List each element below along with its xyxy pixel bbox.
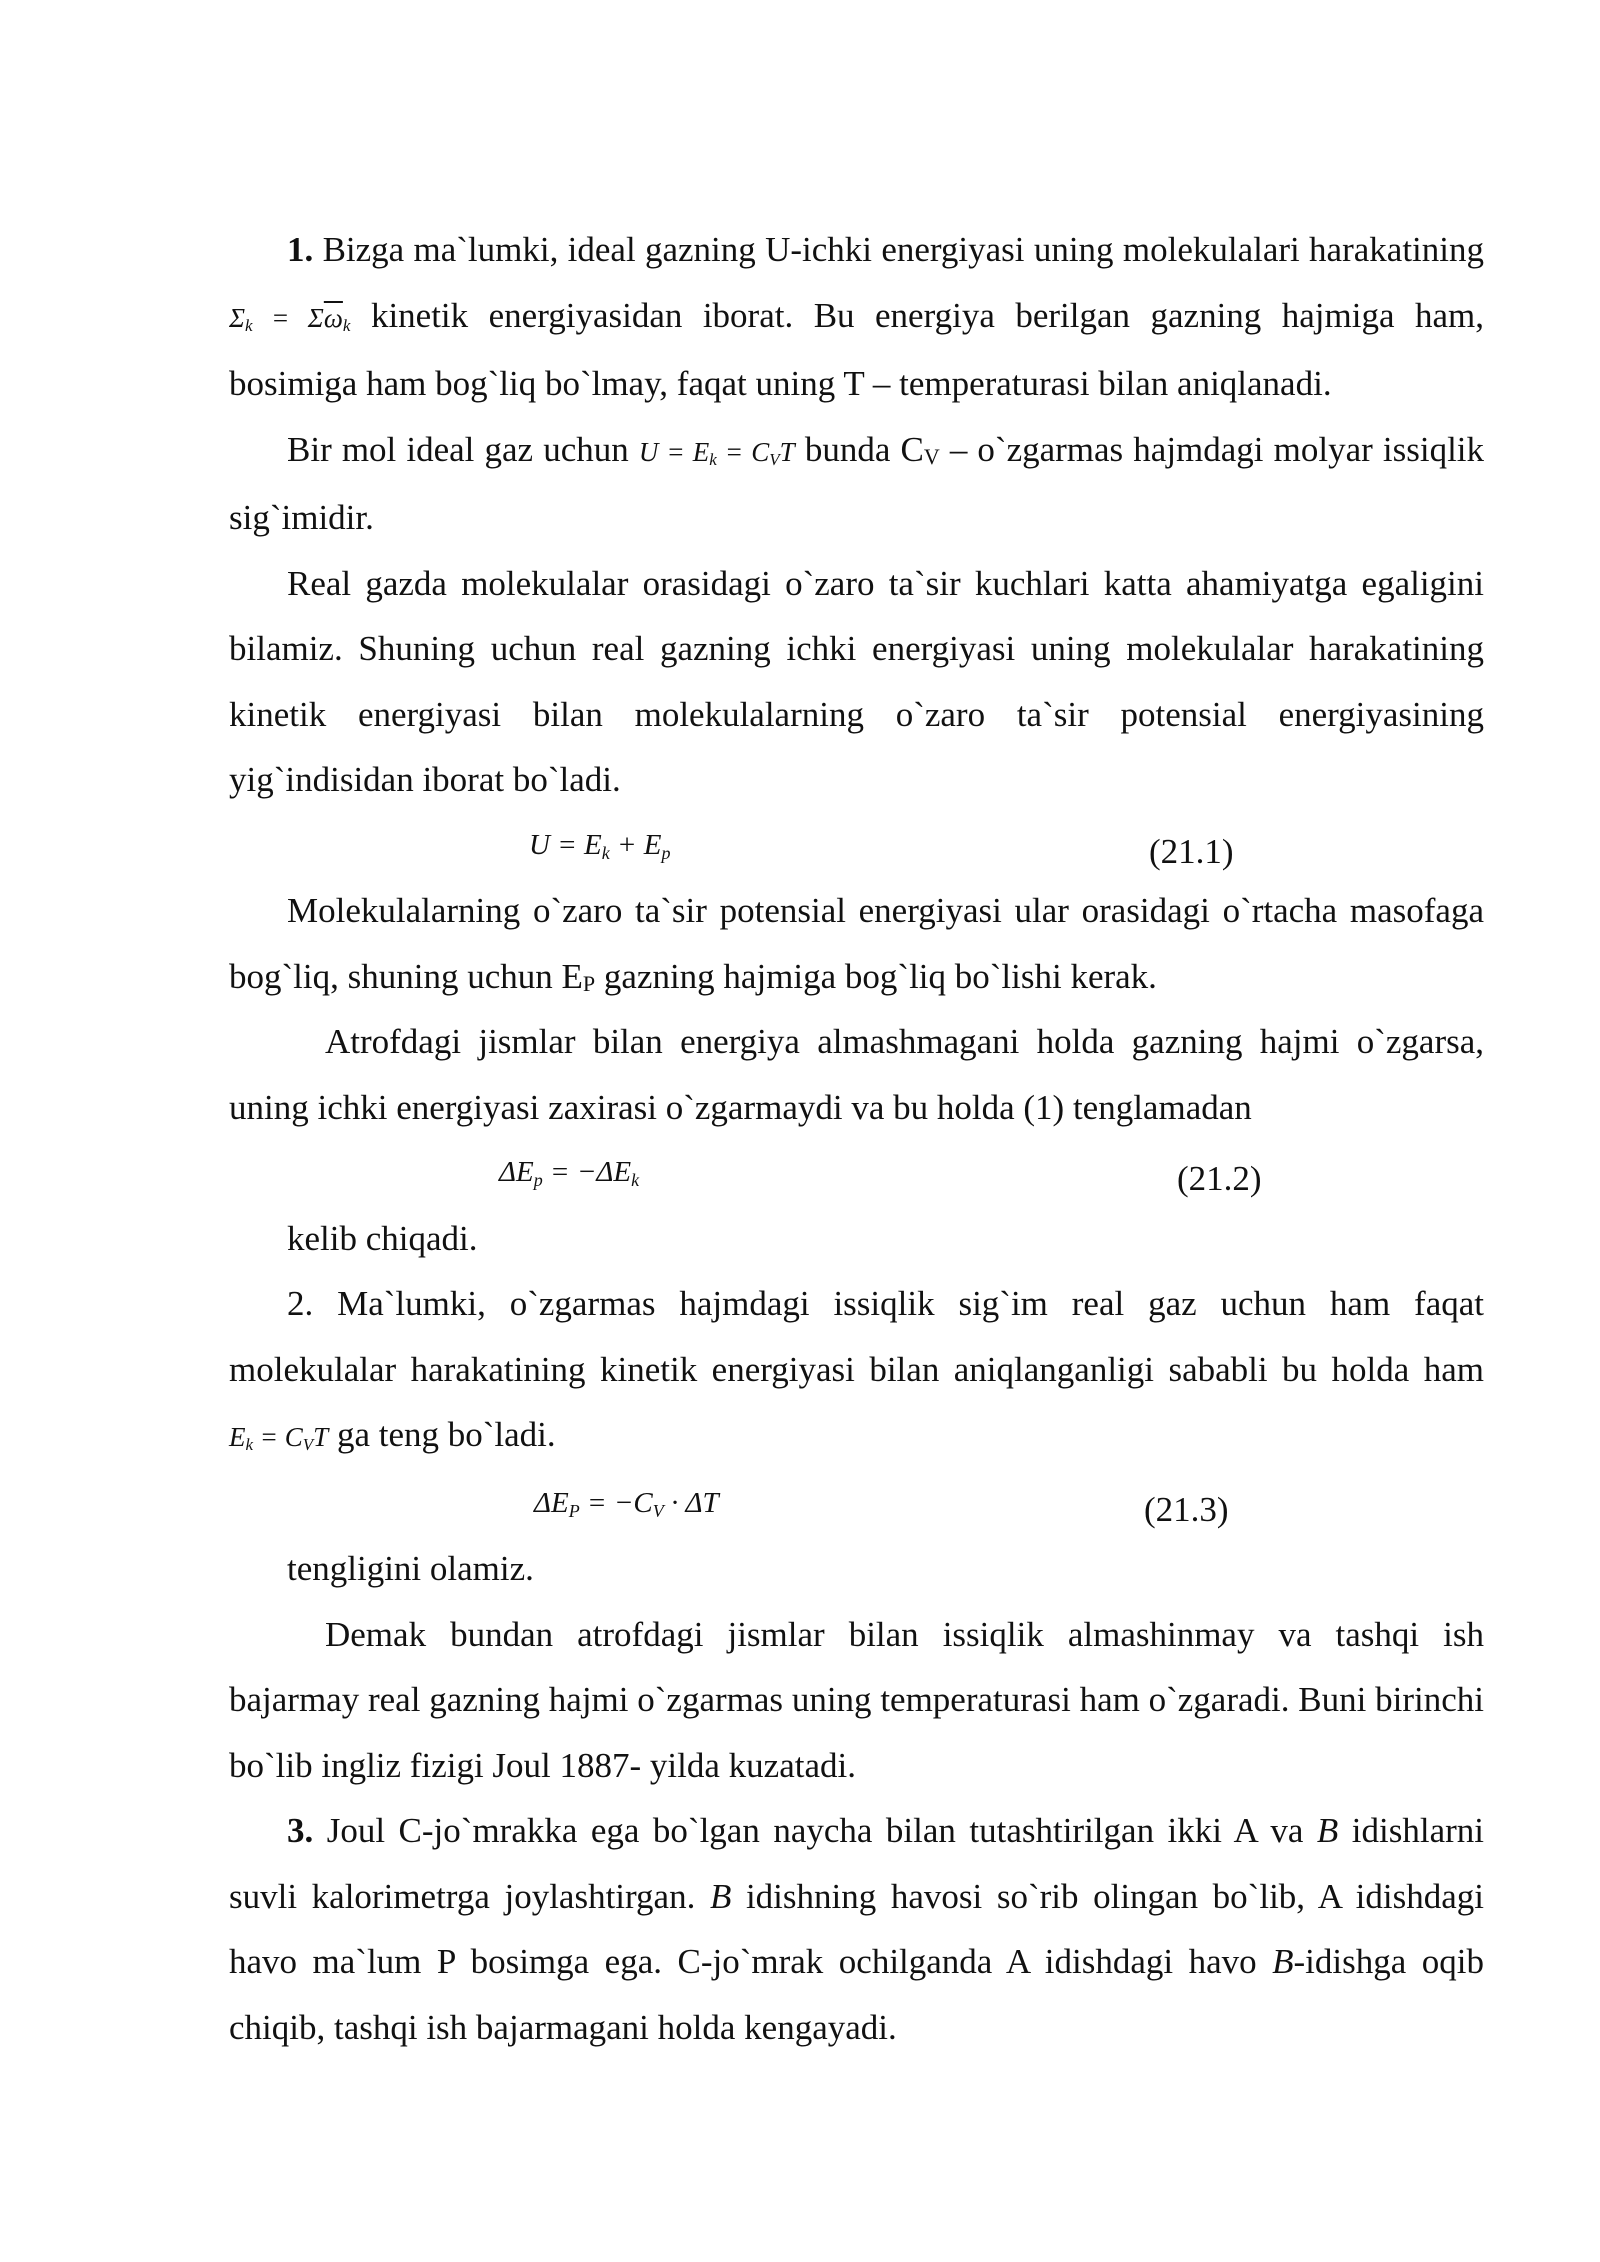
equation-21-3-expression: $\Delta E_P = -C_V \cdot \Delta T$ <box>534 1486 719 1521</box>
vessel-b-label-1: B <box>1316 1811 1339 1850</box>
paragraph-10 <box>229 1798 1484 2060</box>
paragraph-6: kelib chiqadi. <box>287 1218 478 1258</box>
paragraph-1-text-b: kinetik energiyasidan iborat. Bu energiya berilgan gazning hajmiga ham, bosimiga ham bog`liq bo`lmay, faqat uning T – temperaturasi bilan aniqlanadi. <box>229 295 1485 403</box>
paragraph-2 <box>229 417 1484 551</box>
body-text <box>229 217 1484 2060</box>
equation-21-2-number: (21.2) <box>1177 1159 1262 1198</box>
paragraph-3: Real gazda molekulalar orasidagi o`zaro ta`sir kuchlari katta ahamiyatga egaligini bilamiz. Shuning uchun real gazning ichki energiyasi uning molekulalar harakatining kinetik energiyasi bilan molekulalarning o`zaro ta`sir potensial energiyasining yig`indisidan iborat bo`ladi. <box>229 563 1484 799</box>
equation-21-2 <box>229 1140 1484 1206</box>
paragraph-7-text-b: ga teng bo`ladi. <box>336 1415 556 1454</box>
paragraph-9: Demak bundan atrofdagi jismlar bilan issiqlik almashinmay va tashqi ish bajarmay real gazning hajmi o`zgarmas uning temperaturasi ham o`zgaradi. Buni birinchi bo`lib ingliz fizigi Joul 1887- yilda kuzatadi. <box>229 1614 1484 1785</box>
paragraph-1 <box>229 217 1484 417</box>
paragraph-10-text-d: -idishga oqib chiqib, tashqi ish bajarmagani holda kengayadi. <box>229 1942 1485 2047</box>
equation-21-3 <box>229 1471 1484 1537</box>
paragraph-10-text-b: idishlarni suvli kalorimetrga joylashtirgan. <box>229 1811 1484 1916</box>
section-number-1: 1. <box>287 230 314 269</box>
paragraph-4 <box>229 878 1484 1009</box>
equation-21-3-number: (21.3) <box>1144 1489 1229 1529</box>
paragraph-1-text-a: Bizga ma`lumki, ideal gazning U-ichki energiyasi uning molekulalari harakatining <box>322 230 1484 269</box>
paragraph-2-text-c: – o`zgarmas hajmdagi molyar issiqlik sig`imidir. <box>229 429 1485 537</box>
equation-21-2-expression: $\Delta E_p = -\Delta E_k$ <box>499 1156 640 1190</box>
vessel-b-label-3: B <box>1272 1942 1294 1981</box>
paragraph-4-text-b: gazning hajmiga bog`liq bo`lishi kerak. <box>603 956 1157 996</box>
equation-21-1-expression: $U = E_k + E_p$ <box>529 828 671 863</box>
vessel-b-label-2: B <box>709 1876 732 1916</box>
paragraph-2-text-a: Bir mol ideal gaz uchun <box>287 429 629 469</box>
paragraph-2-text-b: bunda C <box>804 429 924 469</box>
paragraph-10-text-a: Joul C-jo`mrakka ega bo`lgan naycha bilan tutashtirilgan ikki A va <box>326 1811 1304 1850</box>
paragraph-7 <box>229 1271 1484 1471</box>
paragraph-5: Atrofdagi jismlar bilan energiya almashmagani holda gazning hajmi o`zgarsa, uning ichki energiyasi zaxirasi o`zgarmaydi va bu holda (1) tenglamadan <box>229 1022 1484 1127</box>
formula-inline-kinetic-energy: $\Sigma_k = \Sigma\overline{\omega}_k$ <box>229 302 351 335</box>
equation-21-1-number: (21.1) <box>1149 831 1234 871</box>
formula-inline-internal-energy: $U = E_k = C_VT$ <box>638 436 795 469</box>
cv-subscript: V <box>923 443 940 469</box>
ep-subscript: P <box>582 970 596 996</box>
paragraph-10-text-c: idishning havosi so`rib olingan bo`lib, A idishdagi havo ma`lum P bosimga ega. C-jo`mrak ochilganda A idishdagi havo <box>229 1876 1484 1981</box>
paragraph-8: tengligini olamiz. <box>287 1549 534 1588</box>
formula-inline-ek: $E_k = C_VT$ <box>229 1422 329 1454</box>
paragraph-4-text-a: Molekulalarning o`zaro ta`sir potensial energiyasi ular orasidagi o`rtacha masofaga bog`liq, shuning uchun E <box>229 891 1484 996</box>
equation-21-1 <box>229 813 1484 879</box>
paragraph-7-text-a: 2. Ma`lumki, o`zgarmas hajmdagi issiqlik sig`im real gaz uchun ham faqat molekulalar harakatining kinetik energiyasi bilan aniqlanganligi sababli bu holda ham <box>229 1284 1484 1389</box>
section-number-3: 3. <box>287 1811 314 1850</box>
